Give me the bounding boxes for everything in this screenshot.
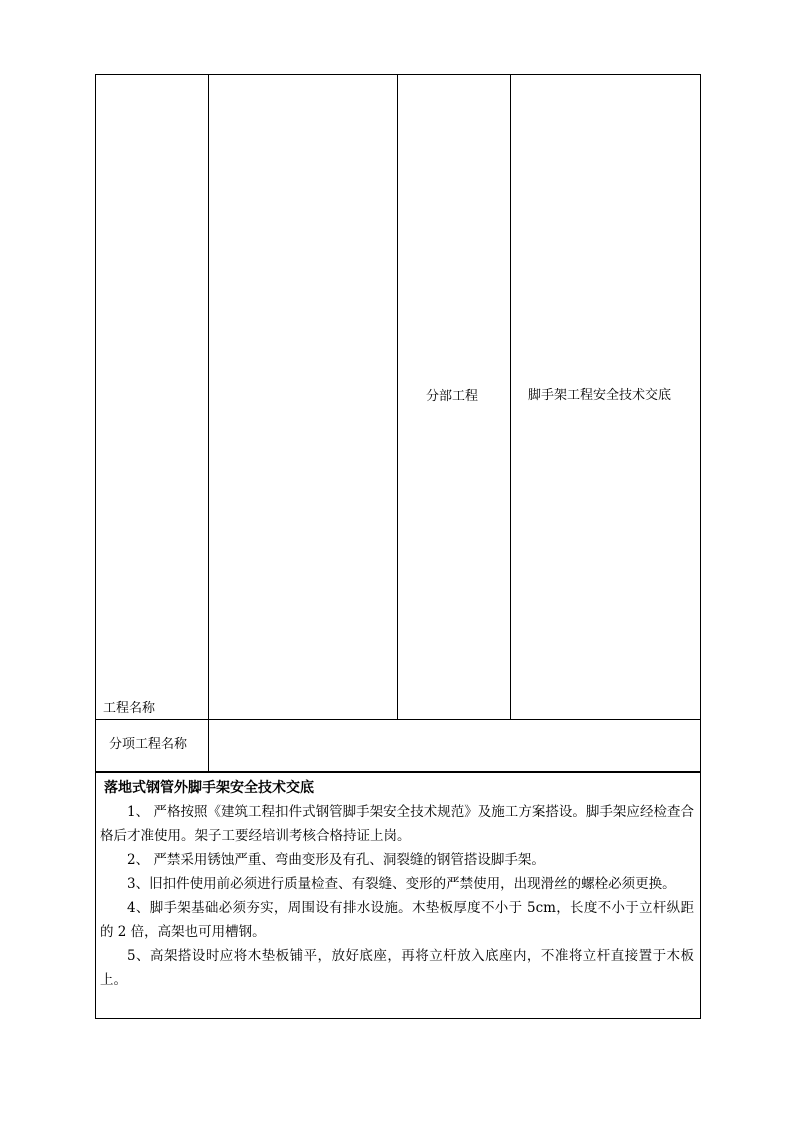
item-project-label: 分项工程名称 <box>109 737 188 752</box>
info-table <box>95 74 701 772</box>
list-item: 2、 严禁采用锈蚀严重、弯曲变形及有孔、洞裂缝的钢管搭设脚手架。 <box>127 852 545 868</box>
content-body <box>100 776 694 992</box>
list-item: 5、高架搭设时应将木垫板铺平，放好底座，再将立杆放入底座内，不准将立杆直接置于木板上。 <box>100 948 694 988</box>
table-divider <box>397 74 398 720</box>
table-divider <box>208 74 209 772</box>
project-name-label: 工程名称 <box>103 701 156 716</box>
content-title: 落地式钢管外脚手架安全技术交底 <box>104 780 314 796</box>
table-divider <box>510 74 511 720</box>
list-item: 3、旧扣件使用前必须进行质量检查、有裂缝、变形的严禁使用，出现滑丝的螺栓必须更换。 <box>127 876 676 892</box>
list-item: 1、 严格按照《建筑工程扣件式钢管脚手架安全技术规范》及施工方案搭设。脚手架应经检查合格后才准使用。架子工要经培训考核合格持证上岗。 <box>100 804 694 844</box>
list-item: 4、脚手架基础必须夯实，周围设有排水设施。木垫板厚度不小于 5cm，长度不小于立杆纵距的 2 倍，高架也可用槽钢。 <box>100 900 694 940</box>
table-divider <box>95 719 701 720</box>
sub-project-value: 脚手架工程安全技术交底 <box>528 388 672 403</box>
sub-project-label: 分部工程 <box>426 389 479 404</box>
